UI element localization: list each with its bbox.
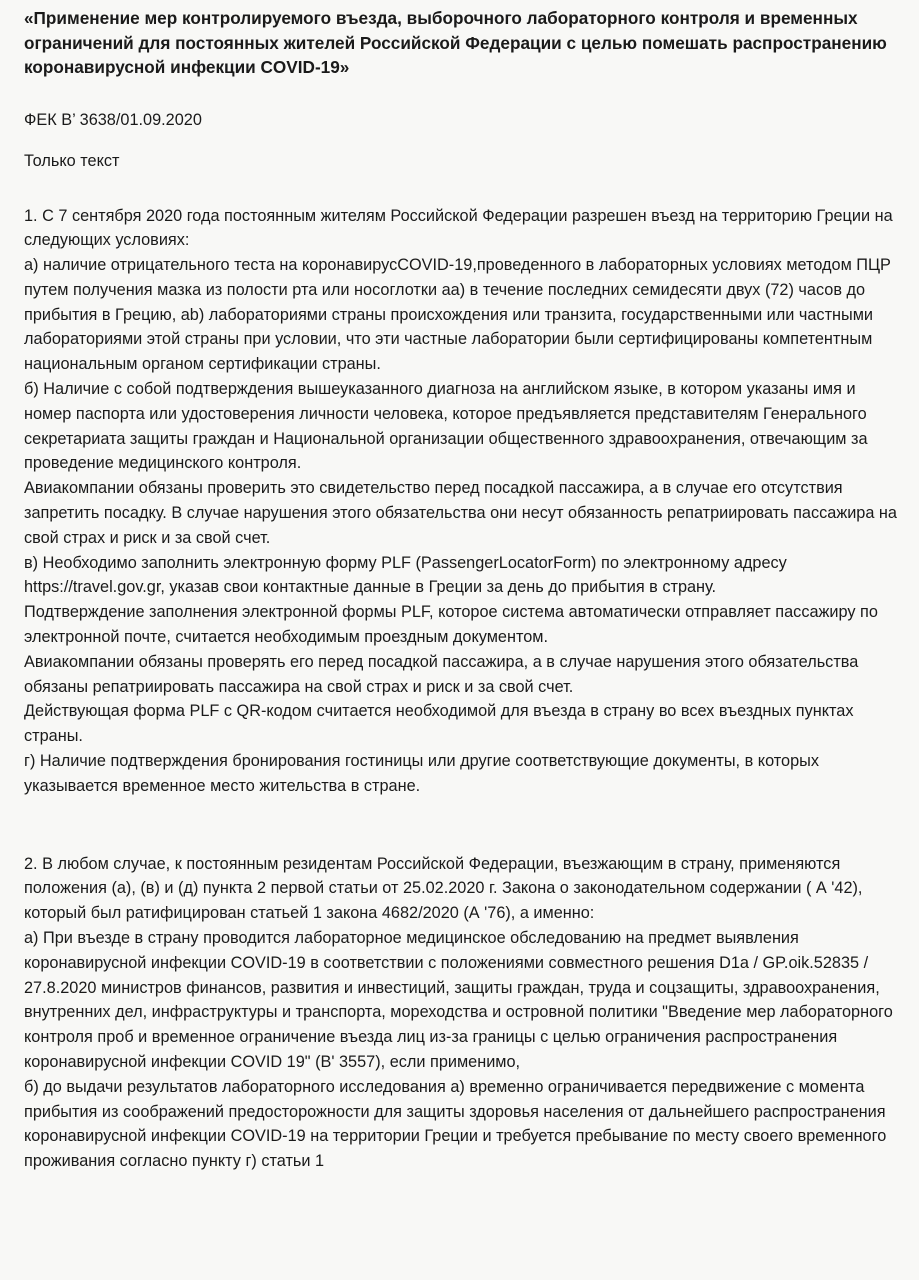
gazette-reference: ФЕК В’ 3638/01.09.2020 bbox=[24, 110, 202, 129]
section-1-plf-confirmation: Подтверждение заполнения электронной формы PLF, которое система автоматически отправляет пассажиру по электронной почте, считается необходимым проездным документом. bbox=[24, 603, 878, 647]
section-1-airlines-check: Авиакомпании обязаны проверить это свидетельство перед посадкой пассажира, а в случае его отсутствия запретить посадку. В случае нарушения этого обязательства они несут обязанность репатриировать пассажира на свой страх и риск и за свой счет. bbox=[24, 479, 897, 547]
text-only-note: Только текст bbox=[24, 151, 120, 170]
section-2-item-b: б) до выдачи результатов лабораторного исследования а) временно ограничивается передвижение с момента прибытия из соображений предосторожности для защиты здоровья населения от дальнейшего распространения коронавирусной инфекции COVID-19 на территории Греции и требуется пребывание по месту своего временного проживания согласно пункту г) статьи 1 bbox=[24, 1077, 887, 1171]
section-2-item-a: а) При въезде в страну проводится лабораторное медицинское обследованию на предмет выявления коронавирусной инфекции COVID-19 в соответствии с положениями совместного решения D1a / GP.oik.52835 / 27.8.2020 министров финансов, развития и инвестиций, защиты граждан, труда и соцзащиты, здравоохранения, внутренних дел, инфраструктуры и транспорта, мореходства и островной политики "Введение мер лабораторного контроля проб и временное ограничение въезда лиц из-за границы с целью ограничения распространения коронавирусной инфекции COVID 19" (В' 3557), если применимо, bbox=[24, 929, 893, 1071]
section-2-intro: 2. В любом случае, к постоянным резидентам Российской Федерации, въезжающим в страну, применяются положения (а), (в) и (д) пункта 2 первой статьи от 25.02.2020 г. Закона о законодательном содержании ( А '42), который был ратифицирован статьей 1 закона 4682/2020 (А '76), а именно: bbox=[24, 854, 863, 923]
section-1-item-b: б) Наличие с собой подтверждения вышеуказанного диагноза на английском языке, в котором указаны имя и номер паспорта или удостоверения личности человека, которое предъявляется представителям Генерального секретариата защиты граждан и Национальной организации общественного здравоохранения, отвечающим за проведение медицинского контроля. bbox=[24, 380, 868, 473]
section-1-airlines-plf: Авиакомпании обязаны проверять его перед посадкой пассажира, а в случае нарушения этого обязательства обязаны репатриировать пассажира на свой страх и риск и за свой счет. bbox=[24, 652, 859, 696]
section-1-item-v: в) Необходимо заполнить электронную форму PLF (PassengerLocatorForm) по электронному адресу https://travel.gov.gr, указав свои контактные данные в Греции за день до прибытия в страну. bbox=[24, 553, 787, 597]
section-1 bbox=[24, 204, 901, 799]
section-1-plf-qr: Действующая форма PLF с QR-кодом считается необходимой для въезда в страну во всех въездных пунктах страны. bbox=[24, 702, 854, 746]
section-1-item-g: г) Наличие подтверждения бронирования гостиницы или другие соответствующие документы, в которых указывается временное место жительства в стране. bbox=[24, 752, 820, 795]
section-1-item-a: а) наличие отрицательного теста на коронавирусCOVID-19,проведенного в лабораторных условиях методом ПЦР путем получения мазка из полости рта или носоглотки аа) в течение последних семидесяти двух (72) часов до прибытия в Грецию, ab) лабораториями страны происхождения или транзита, государственными или частными лабораториями этой страны при условии, что эти частные лаборатории были сертифицированы компетентным национальным органом сертификации страны. bbox=[24, 256, 891, 374]
section-1-intro: 1. С 7 сентября 2020 года постоянным жителям Российской Федерации разрешен въезд на территорию Греции на следующих условиях: bbox=[24, 206, 893, 250]
document-title: «Применение мер контролируемого въезда, выборочного лабораторного контроля и временных ограничений для постоянных жителей Российской Федерации с целью помешать распространению коронавирусной инфекции COVID-19» bbox=[24, 8, 887, 77]
section-2 bbox=[24, 852, 901, 1174]
